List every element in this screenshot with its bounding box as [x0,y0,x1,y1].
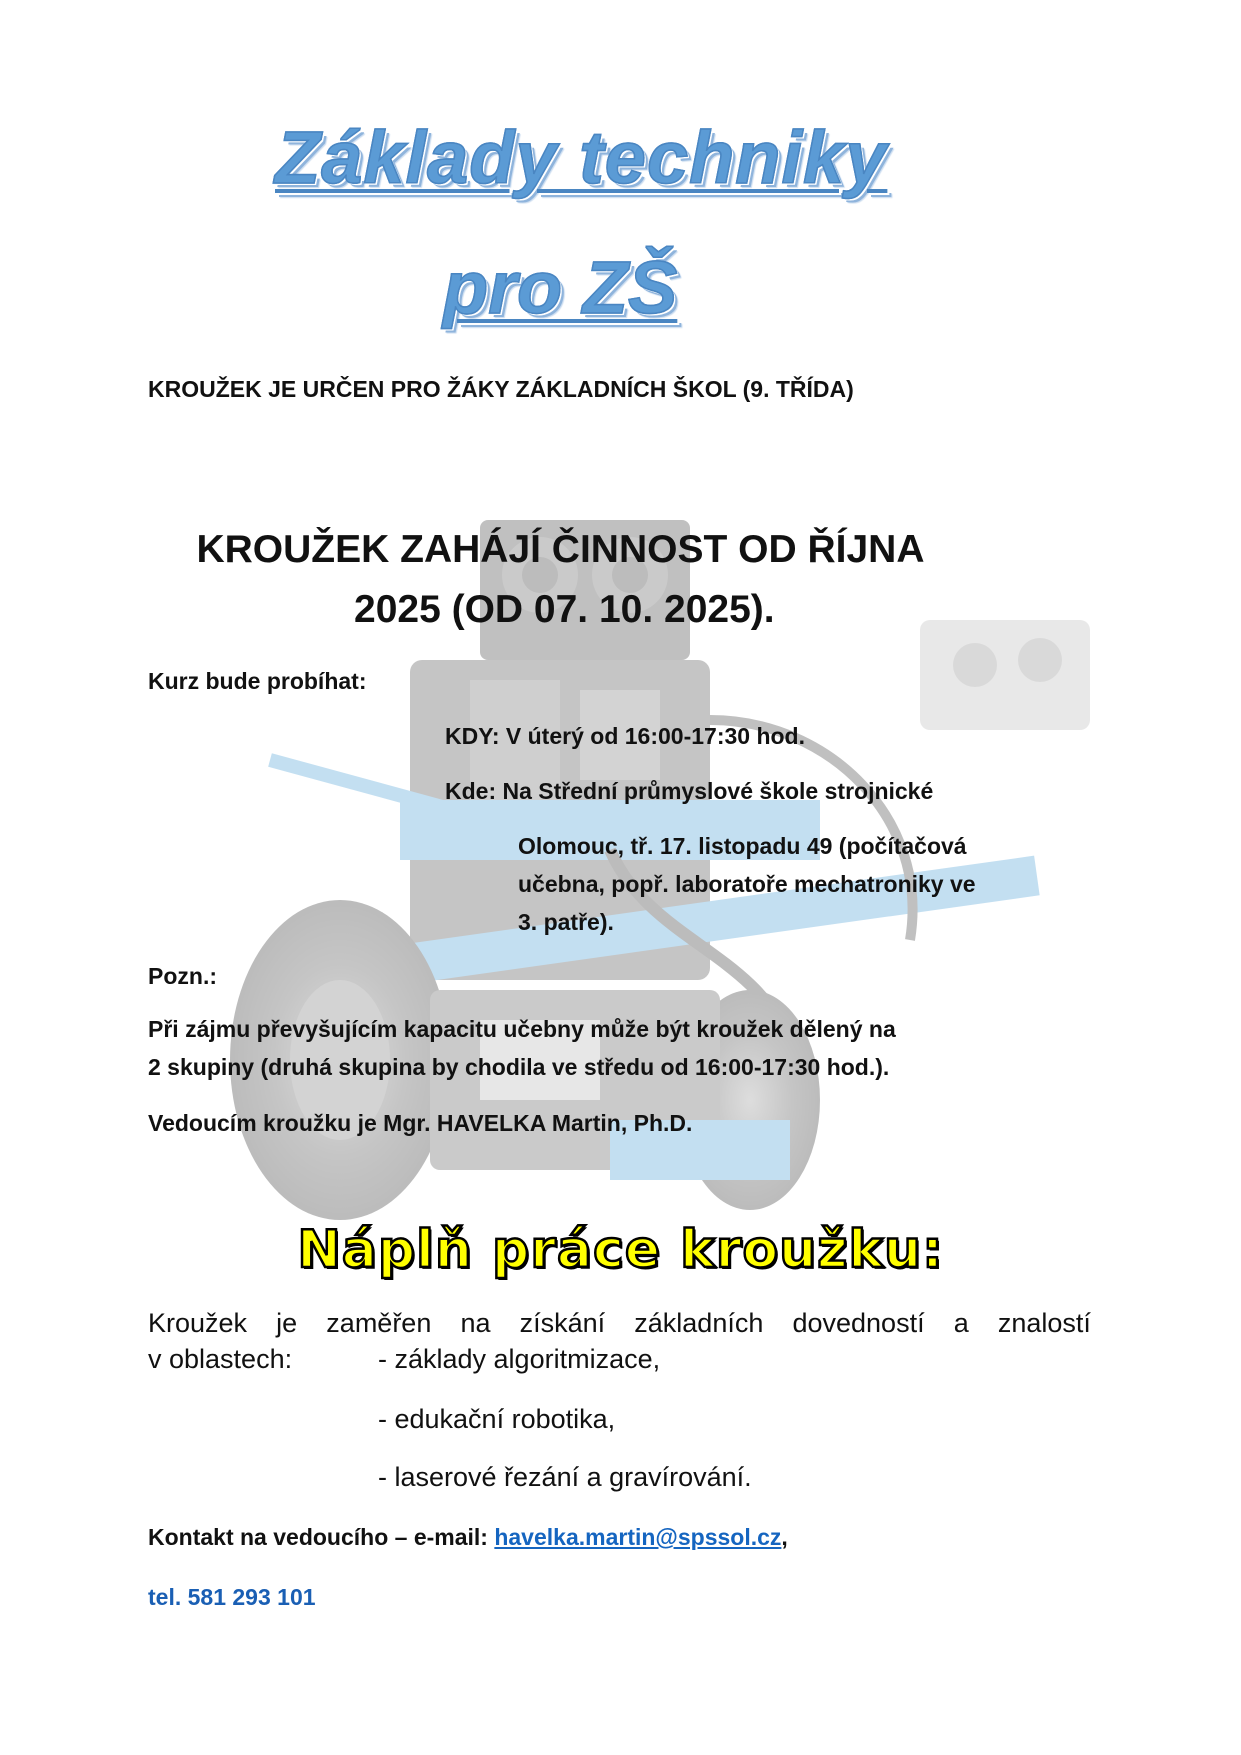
start-date-heading-line-2: 2025 (OD 07. 10. 2025). [354,588,775,631]
intro-word: a [953,1308,969,1338]
intro-word: Kroužek [148,1308,248,1338]
intro-word: znalostí [997,1308,1091,1338]
intro-word: dovedností [792,1308,925,1338]
content-heading: Náplň práce kroužku: [297,1220,944,1280]
intro-word: je [276,1308,298,1338]
content-intro-line-2: v oblastech: [148,1344,293,1374]
contact-label: Kontakt na vedoucího – e-mail: [148,1524,495,1550]
intro-word: zaměřen [326,1308,432,1338]
intro-word: na [460,1308,491,1338]
document-title-line-2: pro ZŠ [443,246,678,329]
content-item-robotics: - edukační robotika, [378,1404,616,1434]
course-where-line-1: Kde: Na Střední průmyslové škole strojnické [445,778,934,804]
contact-email-link[interactable]: havelka.martin@spssol.cz [494,1524,782,1550]
note-line-2: 2 skupiny (druhá skupina by chodila ve středu od 16:00-17:30 hod.). [148,1054,890,1080]
content-intro-line-1 [148,1308,1091,1339]
content-item-laser: - laserové řezání a gravírování. [378,1462,752,1492]
course-when: KDY: V úterý od 16:00-17:30 hod. [445,723,805,749]
note-label: Pozn.: [148,963,217,989]
content-item-algorithms: - základy algoritmizace, [378,1344,661,1374]
start-date-heading-line-1: KROUŽEK ZAHÁJÍ ČINNOST OD ŘÍJNA [196,528,925,571]
contact-phone: tel. 581 293 101 [148,1584,316,1610]
note-line-1: Při zájmu převyšujícím kapacitu učebny může být kroužek dělený na [148,1016,896,1042]
intro-word: základních [634,1308,764,1338]
course-where-line-2: Olomouc, tř. 17. listopadu 49 (počítačová [518,833,967,859]
course-intro: Kurz bude probíhat: [148,668,367,694]
document-title-line-1: Základy techniky [275,116,888,199]
club-leader: Vedoucím kroužku je Mgr. HAVELKA Martin, Ph.D. [148,1110,693,1136]
course-where-line-3: učebna, popř. laboratoře mechatroniky ve [518,871,976,897]
target-audience-text: KROUŽEK JE URČEN PRO ŽÁKY ZÁKLADNÍCH ŠKOL (9. TŘÍDA) [148,376,854,402]
course-where-line-4: 3. patře). [518,909,614,935]
contact-line [148,1524,788,1551]
intro-word: získání [519,1308,606,1338]
contact-email-suffix: , [781,1524,788,1550]
